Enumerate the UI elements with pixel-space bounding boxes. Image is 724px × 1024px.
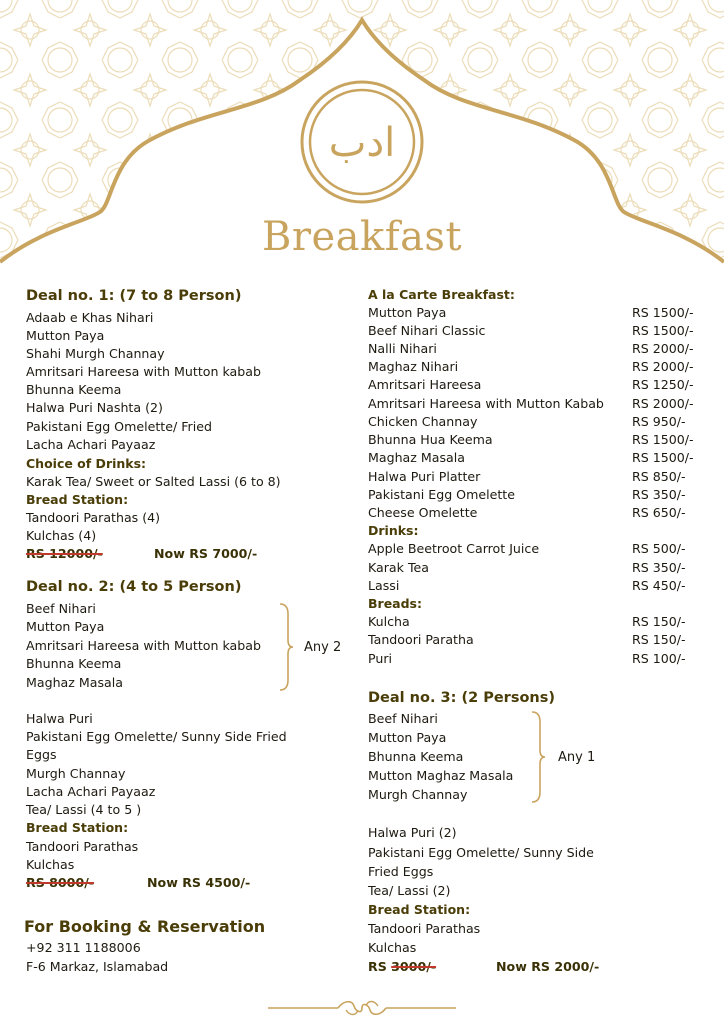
- menu-item-price: RS 1250/-: [632, 377, 694, 392]
- list-item: Shahi Murgh Channay: [26, 346, 165, 361]
- menu-item-price: RS 150/-: [632, 614, 686, 629]
- list-item: Karak Tea/ Sweet or Salted Lassi (6 to 8): [26, 474, 281, 489]
- list-item: Tea/ Lassi (2): [368, 883, 451, 898]
- list-item: Mutton Paya: [368, 730, 447, 745]
- menu-item-name: Maghaz Masala: [368, 450, 465, 465]
- menu-item-name: Apple Beetroot Carrot Juice: [368, 541, 540, 556]
- menu-item-price: RS 2000/-: [632, 396, 694, 411]
- menu-item-name: Maghaz Nihari: [368, 359, 459, 374]
- menu-item-name: Amritsari Hareesa with Mutton Kabab: [368, 396, 604, 411]
- deal2-heading: Deal no. 2: (4 to 5 Person): [26, 579, 242, 595]
- list-item: Amritsari Hareesa with Mutton kabab: [26, 638, 261, 653]
- deal1-old-price: RS 12000/-: [26, 546, 103, 561]
- menu-item-name: Cheese Omelette: [368, 505, 478, 520]
- deal3-bread-heading: Bread Station:: [368, 902, 471, 917]
- list-item: Amritsari Hareesa with Mutton kabab: [26, 364, 261, 379]
- bracket-icon: [530, 710, 546, 804]
- menu-item-price: RS 500/-: [632, 541, 686, 556]
- menu-item-name: Amritsari Hareesa: [368, 377, 482, 392]
- menu-item-name: Kulcha: [368, 614, 410, 629]
- alacarte-heading: A la Carte Breakfast:: [368, 287, 515, 302]
- deal3-choice-label: Any 1: [558, 750, 596, 765]
- list-item: Bhunna Keema: [26, 382, 122, 397]
- booking-address: F-6 Markaz, Islamabad: [26, 959, 169, 974]
- list-item: Pakistani Egg Omelette/ Sunny Side Fried: [26, 729, 287, 744]
- list-item: Maghaz Masala: [26, 675, 123, 690]
- footer-ornament-icon: [268, 998, 456, 1018]
- deal1-heading: Deal no. 1: (7 to 8 Person): [26, 288, 242, 304]
- deal1-drinks-heading: Choice of Drinks:: [26, 456, 147, 471]
- deal2-choice-label: Any 2: [304, 640, 342, 655]
- deal1-bread-heading: Bread Station:: [26, 492, 129, 507]
- deal2-old-price: RS 8000/-: [26, 875, 95, 890]
- menu-item-name: Chicken Channay: [368, 414, 478, 429]
- list-item: Kulchas (4): [26, 528, 97, 543]
- booking-phone[interactable]: +92 311 1188006: [26, 940, 141, 955]
- list-item: Beef Nihari: [26, 601, 96, 616]
- list-item: Pakistani Egg Omelette/ Sunny Side: [368, 845, 594, 860]
- list-item: Murgh Channay: [26, 766, 126, 781]
- menu-item-name: Nalli Nihari: [368, 341, 437, 356]
- list-item: Mutton Paya: [26, 619, 105, 634]
- list-item: Halwa Puri (2): [368, 825, 457, 840]
- list-item: Tandoori Parathas: [26, 839, 139, 854]
- list-item: Bhunna Keema: [368, 749, 464, 764]
- menu-item-name: Pakistani Egg Omelette: [368, 487, 515, 502]
- menu-item-price: RS 450/-: [632, 578, 686, 593]
- list-item: Fried Eggs: [368, 864, 434, 879]
- list-item: Lacha Achari Payaaz: [26, 437, 156, 452]
- brand-logo: [300, 80, 424, 204]
- menu-item-price: RS 2000/-: [632, 341, 694, 356]
- menu-item-price: RS 1500/-: [632, 450, 694, 465]
- list-item: Halwa Puri: [26, 711, 93, 726]
- drinks-heading: Drinks:: [368, 523, 419, 538]
- list-item: Kulchas: [368, 940, 417, 955]
- list-item: Bhunna Keema: [26, 656, 122, 671]
- list-item: Tandoori Parathas (4): [26, 510, 161, 525]
- menu-item-name: Bhunna Hua Keema: [368, 432, 493, 447]
- menu-item-price: RS 350/-: [632, 487, 686, 502]
- deal3-heading: Deal no. 3: (2 Persons): [368, 690, 555, 706]
- menu-item-price: RS 850/-: [632, 469, 686, 484]
- list-item: Tandoori Parathas: [368, 921, 481, 936]
- page-title: Breakfast: [261, 214, 463, 260]
- bracket-icon: [278, 602, 294, 692]
- menu-item-name: Lassi: [368, 578, 400, 593]
- list-item: Mutton Maghaz Masala: [368, 768, 514, 783]
- menu-item-name: Beef Nihari Classic: [368, 323, 486, 338]
- list-item: Adaab e Khas Nihari: [26, 310, 154, 325]
- menu-item-name: Mutton Paya: [368, 305, 447, 320]
- list-item: Kulchas: [26, 857, 75, 872]
- menu-item-price: RS 2000/-: [632, 359, 694, 374]
- menu-item-price: RS 1500/-: [632, 432, 694, 447]
- menu-item-name: Halwa Puri Platter: [368, 469, 481, 484]
- list-item: Tea/ Lassi (4 to 5 ): [26, 802, 142, 817]
- menu-item-price: RS 650/-: [632, 505, 686, 520]
- list-item: Eggs: [26, 747, 57, 762]
- deal3-old-price: RS 3000/-: [368, 959, 437, 974]
- deal2-new-price: Now RS 4500/-: [147, 875, 251, 890]
- list-item: Mutton Paya: [26, 328, 105, 343]
- list-item: Murgh Channay: [368, 787, 468, 802]
- menu-item-price: RS 100/-: [632, 651, 686, 666]
- menu-item-price: RS 950/-: [632, 414, 686, 429]
- deal3-new-price: Now RS 2000/-: [496, 959, 600, 974]
- list-item: Halwa Puri Nashta (2): [26, 400, 163, 415]
- menu-item-name: Tandoori Paratha: [368, 632, 474, 647]
- menu-item-price: RS 1500/-: [632, 323, 694, 338]
- menu-item-price: RS 350/-: [632, 560, 686, 575]
- menu-item-price: RS 1500/-: [632, 305, 694, 320]
- list-item: Beef Nihari: [368, 711, 438, 726]
- logo-text: ادب: [328, 120, 396, 166]
- menu-item-name: Puri: [368, 651, 393, 666]
- list-item: Lacha Achari Payaaz: [26, 784, 156, 799]
- menu-item-price: RS 150/-: [632, 632, 686, 647]
- breads-heading: Breads:: [368, 596, 422, 611]
- list-item: Pakistani Egg Omelette/ Fried: [26, 419, 212, 434]
- deal1-new-price: Now RS 7000/-: [154, 546, 258, 561]
- deal2-bread-heading: Bread Station:: [26, 820, 129, 835]
- menu-item-name: Karak Tea: [368, 560, 429, 575]
- booking-heading: For Booking & Reservation: [24, 917, 266, 936]
